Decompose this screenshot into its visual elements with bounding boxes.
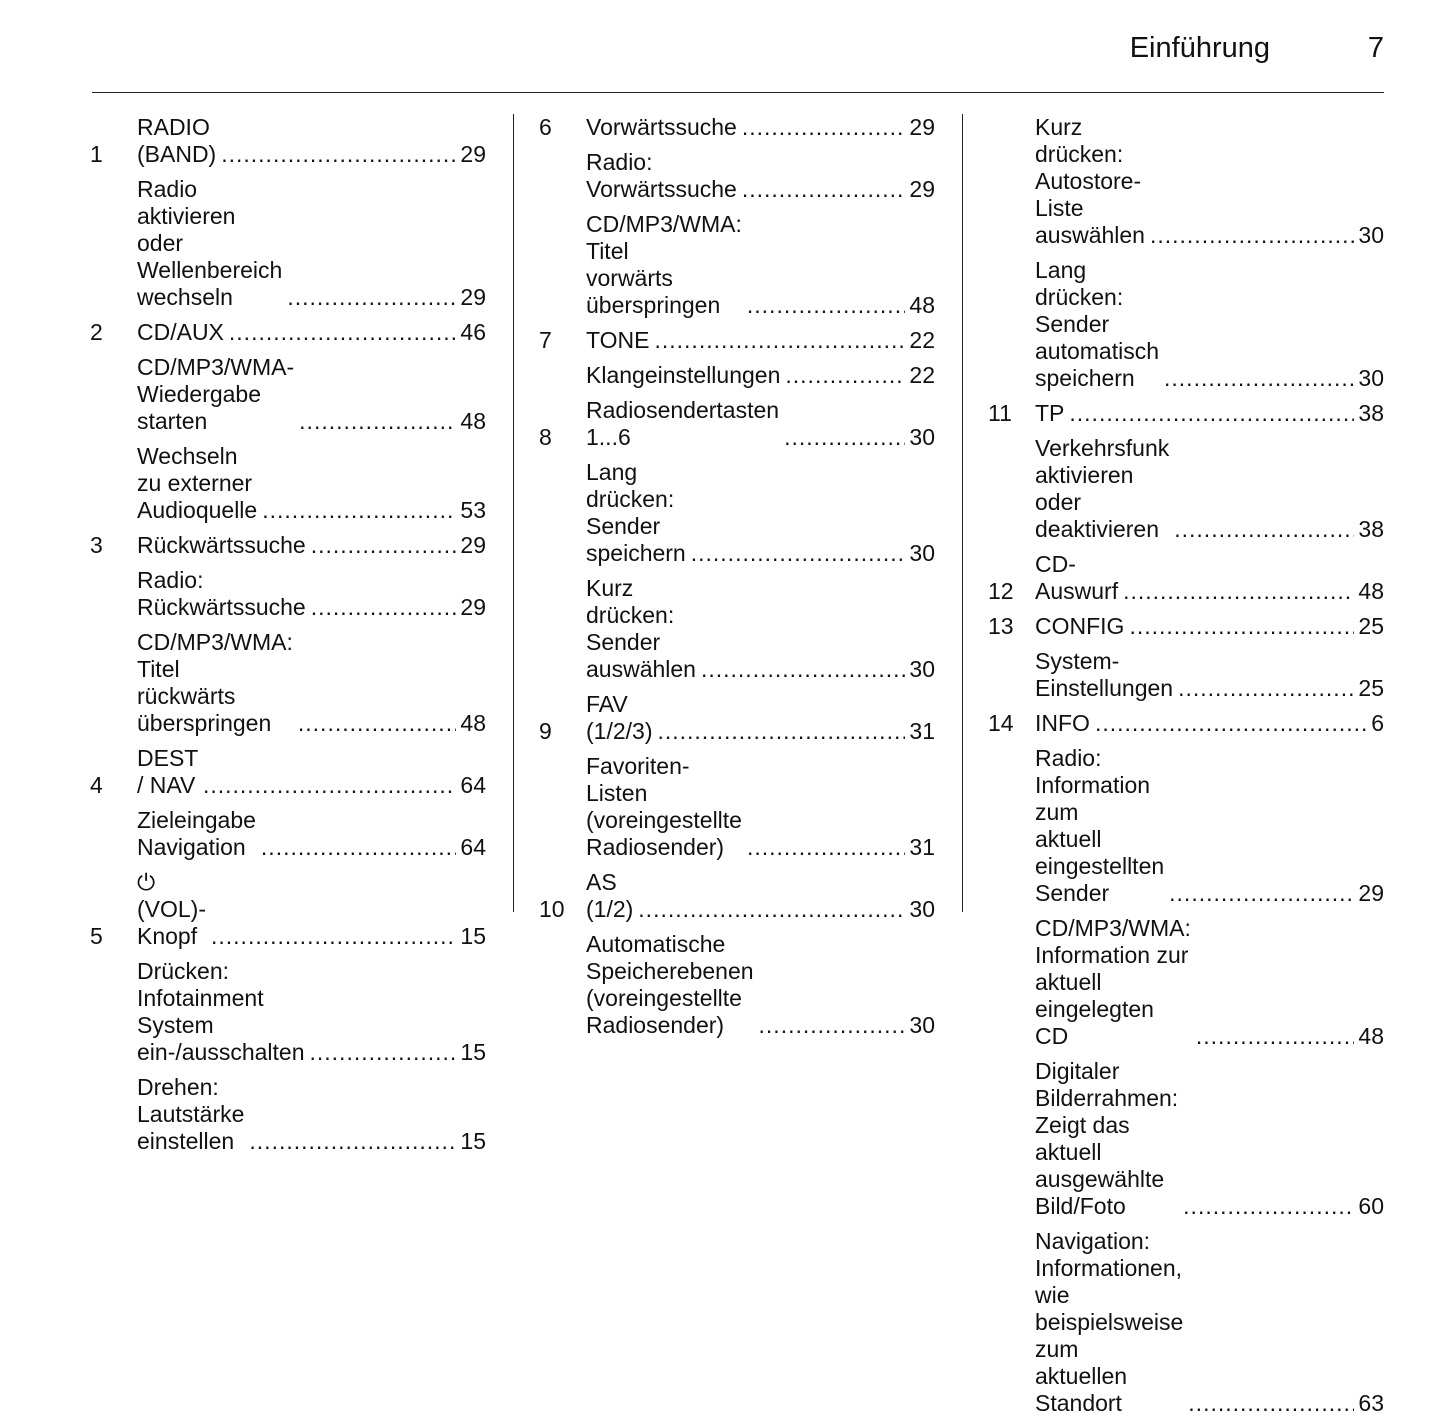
entry-label: Navigation: Informationen, wie beispielsweise zum aktuellen Standort — [1035, 1228, 1184, 1416]
entry-number: 3 — [90, 532, 103, 558]
entry-label: CD/AUX — [137, 319, 224, 345]
entry-text — [1035, 114, 1384, 249]
dot-leader — [1129, 613, 1354, 640]
entry-text — [586, 931, 935, 1039]
entry-page-number: 38 — [1358, 400, 1384, 426]
entry-number: 8 — [539, 424, 552, 450]
entry-label: TP — [1035, 400, 1065, 426]
index-subentry — [90, 176, 486, 311]
column-divider — [513, 114, 514, 912]
entry-label: Klangeinstellungen — [586, 362, 781, 388]
dot-leader — [691, 540, 906, 567]
entry-text — [586, 397, 935, 451]
entry-label: Radio aktivieren oder Wellenbereich wechseln — [137, 176, 283, 310]
entry-text — [137, 354, 486, 435]
entry-page-number: 31 — [909, 718, 935, 744]
entry-page-number: 38 — [1358, 516, 1384, 542]
entry-page-number: 29 — [909, 176, 935, 202]
entry-page-number: 63 — [1358, 1390, 1384, 1416]
index-entry — [539, 327, 935, 354]
entry-label: Rückwärtssuche — [137, 532, 306, 558]
entry-label: Drehen: Lautstärke einstellen — [137, 1074, 245, 1154]
entry-text — [137, 1074, 486, 1155]
entry-number: 2 — [90, 319, 103, 345]
index-subentry — [539, 362, 935, 389]
index-subentry — [90, 567, 486, 621]
index-subentry — [988, 1228, 1384, 1417]
dot-leader — [1178, 675, 1354, 702]
dot-leader — [1095, 710, 1367, 737]
entry-number: 6 — [539, 114, 552, 140]
index-column-2 — [539, 114, 935, 1047]
entry-label: Radiosendertasten 1...6 — [586, 397, 780, 450]
entry-text — [586, 362, 935, 389]
dot-leader — [310, 1039, 457, 1066]
entry-page-number: 64 — [460, 834, 486, 860]
entry-number: 1 — [90, 141, 103, 167]
dot-leader — [298, 710, 457, 737]
index-entry — [90, 869, 486, 950]
entry-text — [586, 327, 935, 354]
index-entry — [90, 319, 486, 346]
entry-label: Wechseln zu externer Audioquelle — [137, 443, 258, 523]
entry-number: 11 — [988, 400, 1012, 426]
dot-leader — [701, 656, 905, 683]
entry-page-number: 31 — [909, 834, 935, 860]
entry-text — [586, 691, 935, 745]
entry-number: 10 — [539, 896, 565, 922]
dot-leader — [784, 424, 905, 451]
index-entry — [539, 114, 935, 141]
index-entry — [539, 869, 935, 923]
entry-label: Radio: Vorwärtssuche — [586, 149, 737, 202]
index-subentry — [539, 931, 935, 1039]
entry-label: Verkehrsfunk aktivieren oder deaktivieren — [1035, 435, 1170, 542]
entry-number: 9 — [539, 718, 552, 744]
entry-label: CONFIG — [1035, 613, 1125, 639]
entry-text — [1035, 1058, 1384, 1220]
index-entry — [539, 397, 935, 451]
section-title: Einführung — [1129, 32, 1270, 64]
index-entry — [539, 691, 935, 745]
entry-number: 4 — [90, 772, 103, 798]
dot-leader — [747, 292, 906, 319]
entry-label: Radio: Rückwärtssuche — [137, 567, 306, 620]
dot-leader — [1174, 516, 1354, 543]
index-subentry — [90, 443, 486, 524]
entry-page-number: 29 — [460, 594, 486, 620]
entry-text — [1035, 710, 1384, 737]
entry-text — [1035, 551, 1384, 605]
entry-page-number: 53 — [460, 497, 486, 523]
index-entry — [90, 114, 486, 168]
entry-text — [1035, 648, 1384, 702]
entry-number: 7 — [539, 327, 552, 353]
dot-leader — [785, 362, 905, 389]
dot-leader — [747, 834, 905, 861]
index-subentry — [988, 257, 1384, 392]
entry-label: CD-Auswurf — [1035, 551, 1119, 604]
index-subentry — [539, 149, 935, 203]
entry-text — [586, 211, 935, 319]
entry-number: 5 — [90, 923, 103, 949]
entry-label: Lang drücken: Sender automatisch speichern — [1035, 257, 1160, 391]
dot-leader — [203, 772, 456, 799]
index-subentry — [988, 915, 1384, 1050]
entry-text — [1035, 257, 1384, 392]
index-column-3 — [988, 114, 1384, 1425]
entry-text — [1035, 435, 1384, 543]
index-subentry — [988, 114, 1384, 249]
index-column-1 — [90, 114, 486, 1163]
entry-label: System-Einstellungen — [1035, 648, 1174, 701]
entry-page-number: 64 — [460, 772, 486, 798]
entry-label: CD/MP3/WMA: Titel vorwärts überspringen — [586, 211, 742, 318]
entry-text — [137, 114, 486, 168]
entry-label: Vorwärtssuche — [586, 114, 737, 140]
entry-text — [586, 114, 935, 141]
entry-text — [137, 807, 486, 861]
entry-page-number: 60 — [1358, 1193, 1384, 1219]
entry-label: DEST / NAV — [137, 745, 198, 798]
entry-label: Kurz drücken: Autostore- Liste auswählen — [1035, 114, 1145, 248]
index-subentry — [90, 629, 486, 737]
index-entry — [988, 400, 1384, 427]
dot-leader — [1164, 365, 1354, 392]
index-subentry — [539, 211, 935, 319]
index-subentry — [988, 648, 1384, 702]
entry-label: FAV (1/2/3) — [586, 691, 653, 744]
entry-label: Kurz drücken: Sender auswählen — [586, 575, 696, 682]
entry-text — [586, 753, 935, 861]
entry-text — [137, 532, 486, 559]
dot-leader — [1188, 1390, 1354, 1417]
dot-leader — [638, 896, 905, 923]
entry-label: Lang drücken: Sender speichern — [586, 459, 686, 566]
entry-page-number: 29 — [909, 114, 935, 140]
entry-label: ⏻ (VOL)-Knopf — [137, 869, 206, 949]
entry-page-number: 30 — [909, 896, 935, 922]
entry-page-number: 25 — [1358, 675, 1384, 701]
entry-page-number: 22 — [909, 362, 935, 388]
index-subentry — [988, 745, 1384, 907]
index-entry — [988, 710, 1384, 737]
dot-leader — [1196, 1023, 1355, 1050]
entry-text — [1035, 915, 1384, 1050]
dot-leader — [229, 319, 457, 346]
entry-text — [137, 869, 486, 950]
index-entry — [988, 551, 1384, 605]
dot-leader — [1069, 400, 1354, 427]
entry-page-number: 48 — [460, 710, 486, 736]
entry-text — [586, 575, 935, 683]
dot-leader — [657, 718, 905, 745]
dot-leader — [1150, 222, 1354, 249]
dot-leader — [654, 327, 905, 354]
entry-page-number: 29 — [1358, 880, 1384, 906]
dot-leader — [742, 114, 906, 141]
entry-page-number: 48 — [1358, 1023, 1384, 1049]
entry-page-number: 48 — [460, 408, 486, 434]
entry-number: 14 — [988, 710, 1014, 736]
index-subentry — [539, 575, 935, 683]
dot-leader — [1169, 880, 1354, 907]
entry-page-number: 29 — [460, 532, 486, 558]
page-number: 7 — [1367, 32, 1384, 64]
entry-page-number: 29 — [460, 284, 486, 310]
entry-number: 12 — [988, 578, 1014, 604]
index-subentry — [90, 1074, 486, 1155]
entry-text — [137, 745, 486, 799]
index-subentry — [988, 1058, 1384, 1220]
entry-text — [1035, 613, 1384, 640]
index-entry — [988, 613, 1384, 640]
dot-leader — [311, 532, 457, 559]
dot-leader — [287, 284, 456, 311]
entry-page-number: 29 — [460, 141, 486, 167]
dot-leader — [221, 141, 456, 168]
index-subentry — [539, 753, 935, 861]
dot-leader — [1183, 1193, 1354, 1220]
entry-page-number: 46 — [460, 319, 486, 345]
index-subentry — [539, 459, 935, 567]
entry-text — [586, 149, 935, 203]
entry-page-number: 15 — [460, 923, 486, 949]
entry-label: CD/MP3/WMA: Information zur aktuell eingelegten CD — [1035, 915, 1191, 1049]
entry-text — [586, 869, 935, 923]
entry-page-number: 30 — [909, 540, 935, 566]
dot-leader — [249, 1128, 456, 1155]
entry-text — [137, 567, 486, 621]
dot-leader — [299, 408, 456, 435]
dot-leader — [262, 497, 456, 524]
dot-leader — [261, 834, 456, 861]
dot-leader — [1123, 578, 1354, 605]
entry-label: CD/MP3/WMA- Wiedergabe starten — [137, 354, 295, 434]
index-subentry — [90, 807, 486, 861]
entry-text — [137, 443, 486, 524]
entry-label: Digitaler Bilderrahmen: Zeigt das aktuell ausgewählte Bild/Foto — [1035, 1058, 1179, 1219]
entry-text — [137, 176, 486, 311]
entry-label: TONE — [586, 327, 650, 353]
entry-label: INFO — [1035, 710, 1090, 736]
entry-number: 13 — [988, 613, 1014, 639]
entry-page-number: 30 — [909, 656, 935, 682]
dot-leader — [759, 1012, 906, 1039]
entry-text — [1035, 400, 1384, 427]
dot-leader — [742, 176, 906, 203]
entry-page-number: 15 — [460, 1039, 486, 1065]
entry-page-number: 15 — [460, 1128, 486, 1154]
entry-page-number: 48 — [1358, 578, 1384, 604]
entry-page-number: 48 — [909, 292, 935, 318]
entry-page-number: 30 — [1358, 365, 1384, 391]
entry-label: Radio: Information zum aktuell eingestellten Sender — [1035, 745, 1165, 906]
column-divider — [962, 114, 963, 912]
entry-text — [137, 958, 486, 1066]
index-subentry — [90, 958, 486, 1066]
entry-label: Drücken: Infotainment System ein-/ausschalten — [137, 958, 305, 1065]
entry-label: Zieleingabe Navigation — [137, 807, 256, 860]
entry-label: Automatische Speicherebenen (voreingestellte Radiosender) — [586, 931, 754, 1038]
entry-label: CD/MP3/WMA: Titel rückwärts überspringen — [137, 629, 293, 736]
index-entry — [90, 745, 486, 799]
entry-page-number: 30 — [909, 1012, 935, 1038]
entry-label: Favoriten-Listen (voreingestellte Radiosender) — [586, 753, 742, 860]
index-entry — [90, 532, 486, 559]
index-subentry — [988, 435, 1384, 543]
entry-text — [1035, 1228, 1384, 1417]
index-subentry — [90, 354, 486, 435]
entry-page-number: 6 — [1371, 710, 1384, 736]
entry-page-number: 22 — [909, 327, 935, 353]
dot-leader — [311, 594, 457, 621]
entry-page-number: 25 — [1358, 613, 1384, 639]
dot-leader — [211, 923, 456, 950]
entry-text — [586, 459, 935, 567]
entry-label: RADIO (BAND) — [137, 114, 217, 167]
entry-page-number: 30 — [1358, 222, 1384, 248]
entry-text — [137, 319, 486, 346]
page-header — [92, 28, 1384, 93]
entry-label: AS (1/2) — [586, 869, 634, 922]
entry-page-number: 30 — [909, 424, 935, 450]
entry-text — [1035, 745, 1384, 907]
entry-text — [137, 629, 486, 737]
